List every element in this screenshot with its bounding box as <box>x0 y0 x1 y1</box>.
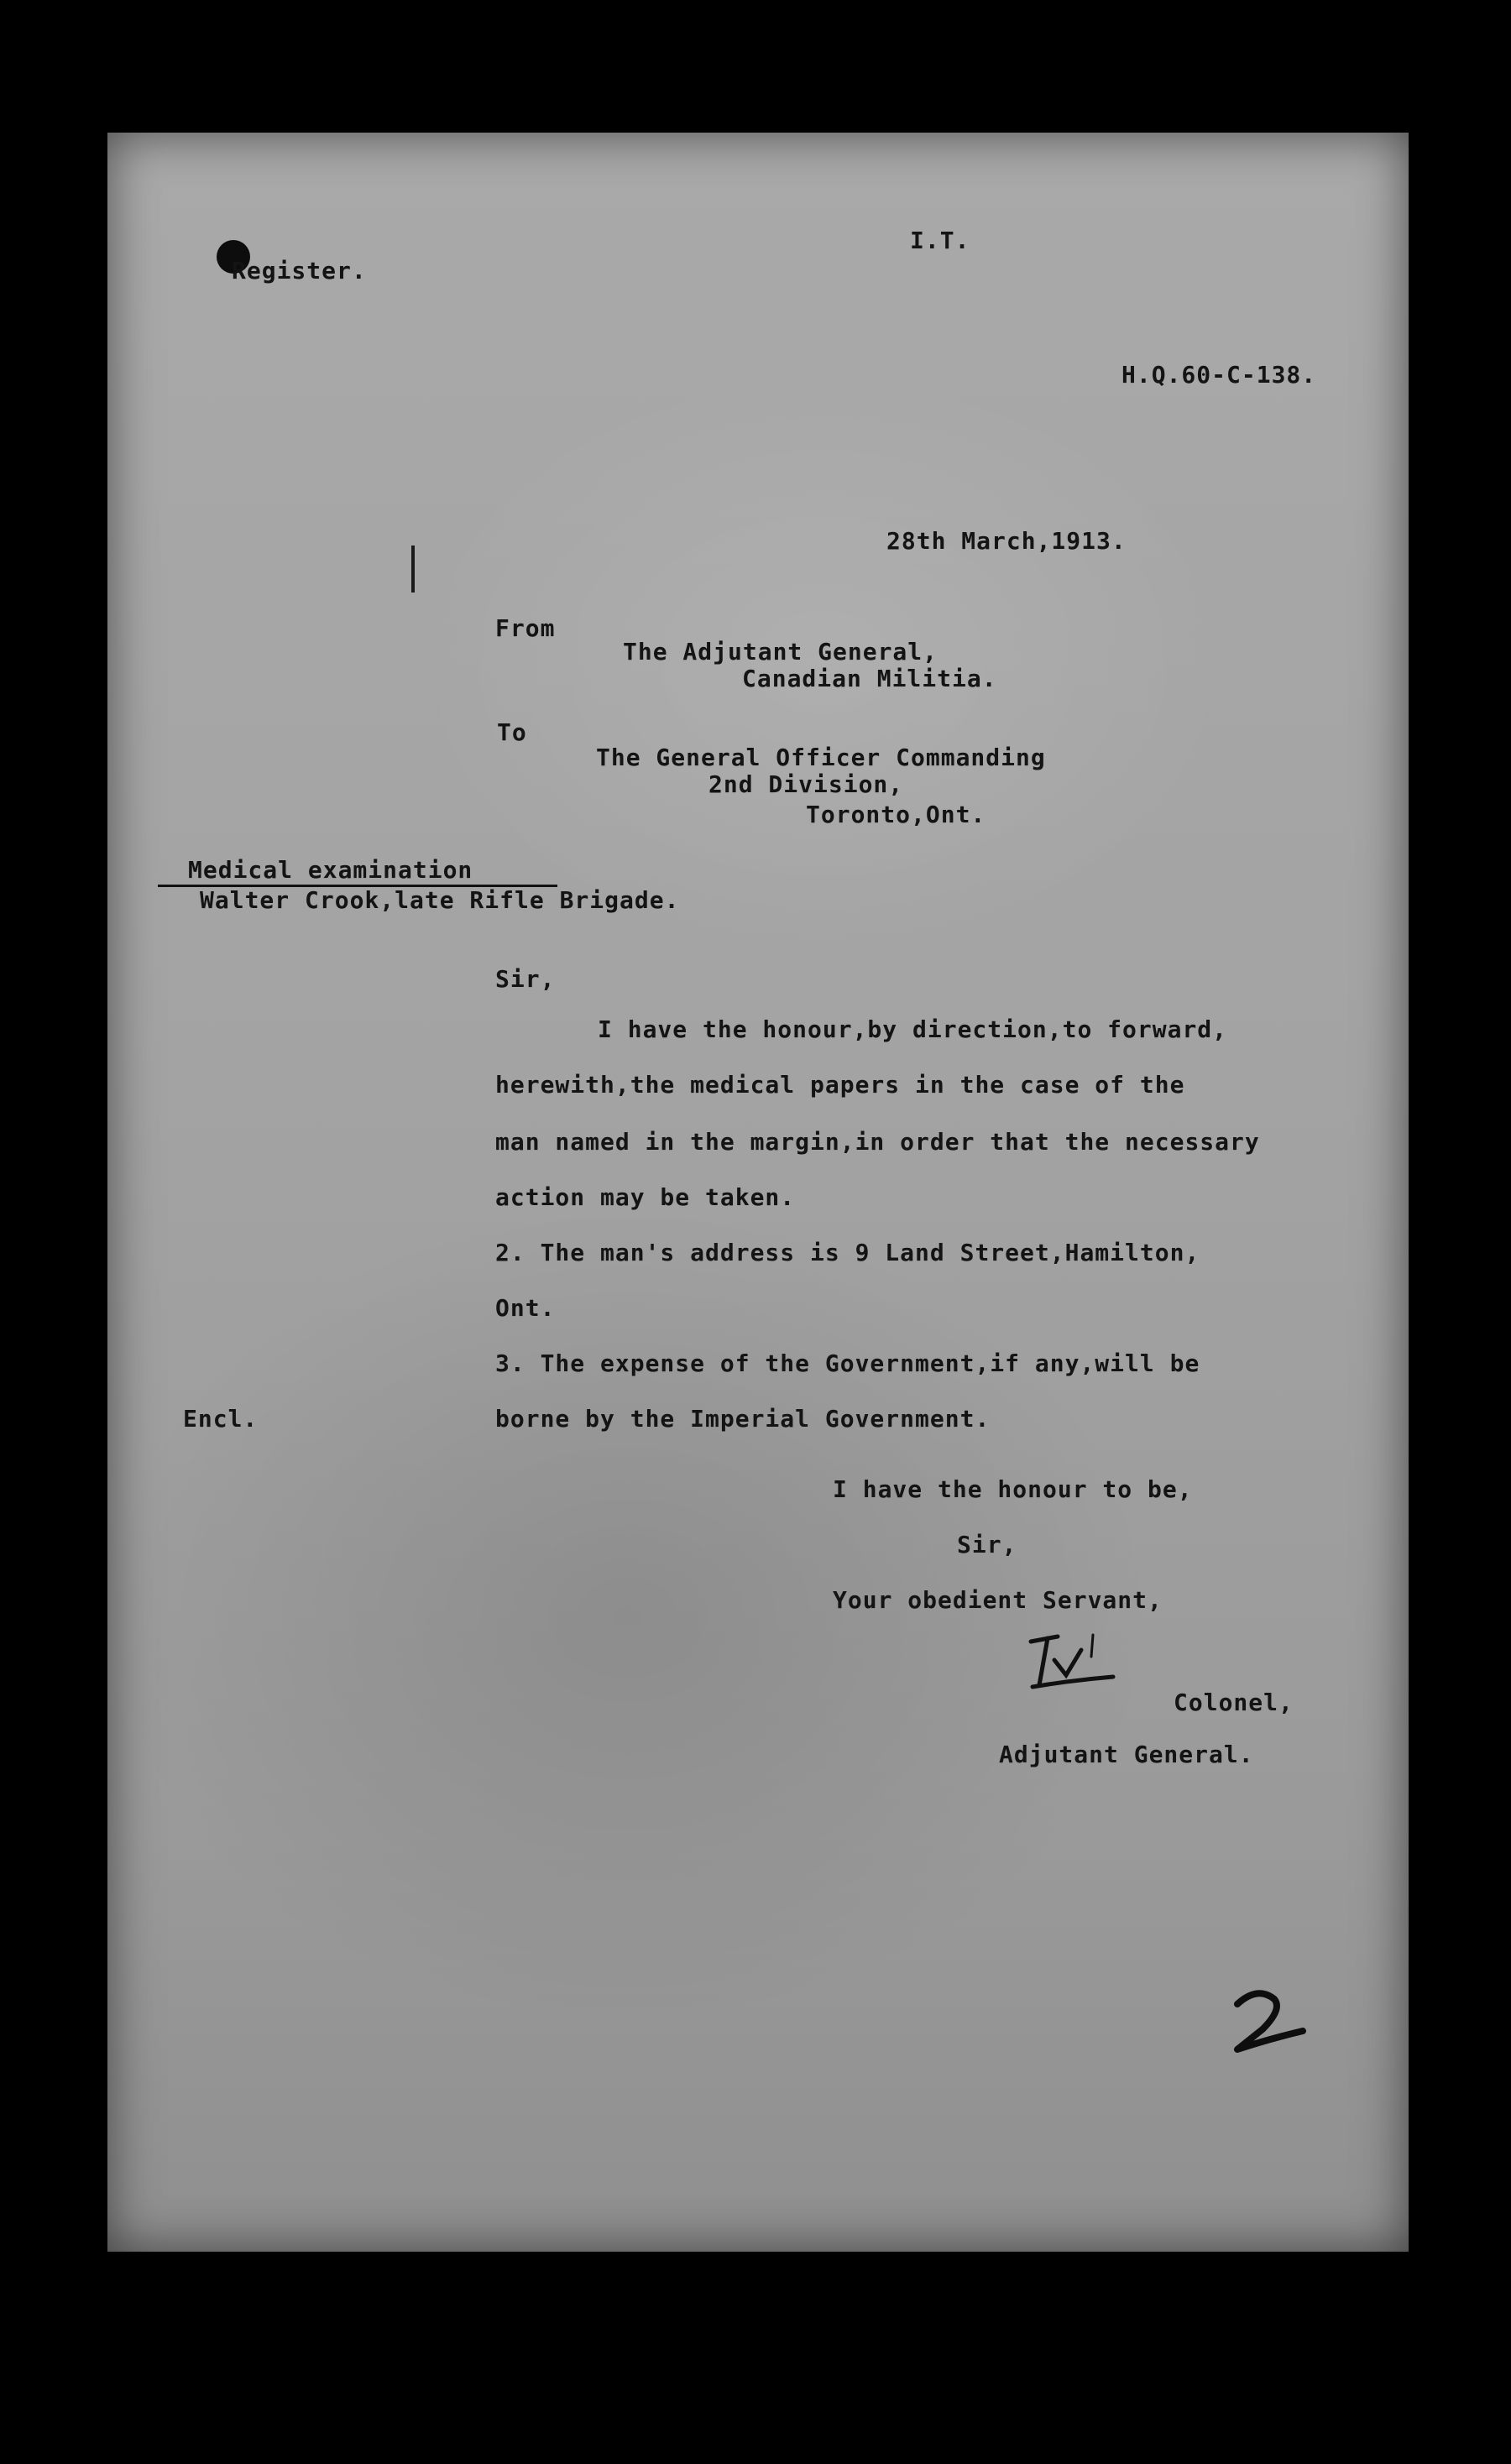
to-label: To <box>497 718 527 746</box>
closing-line-3: Your obedient Servant, <box>833 1586 1163 1614</box>
from-label: From <box>495 614 556 642</box>
body-line: man named in the margin,in order that the necessary <box>495 1128 1260 1156</box>
initials: I.T. <box>910 227 970 254</box>
body-line: 3. The expense of the Government,if any,will be <box>495 1349 1200 1377</box>
body-line: Ont. <box>495 1294 556 1322</box>
from-line-2: Canadian Militia. <box>742 665 997 692</box>
salutation: Sir, <box>495 965 556 993</box>
letter-date: 28th March,1913. <box>886 527 1127 555</box>
to-line-2: 2nd Division, <box>708 770 904 798</box>
register-label: Register. <box>232 257 367 285</box>
signature <box>1014 1626 1123 1702</box>
margin-mark <box>411 546 415 593</box>
enclosure-note: Encl. <box>183 1405 259 1433</box>
to-line-1: The General Officer Commanding <box>596 744 1046 771</box>
closing-line-1: I have the honour to be, <box>833 1475 1193 1503</box>
body-line: I have the honour,by direction,to forward, <box>598 1015 1228 1043</box>
document-page <box>107 133 1409 2252</box>
body-line: action may be taken. <box>495 1183 796 1211</box>
subject-line-2: Walter Crook,late Rifle Brigade. <box>200 886 680 914</box>
body-line: borne by the Imperial Government. <box>495 1405 991 1433</box>
signatory-rank: Colonel, <box>1174 1689 1294 1716</box>
body-line: herewith,the medical papers in the case of the <box>495 1071 1185 1099</box>
to-line-3: Toronto,Ont. <box>806 801 986 828</box>
closing-line-2: Sir, <box>957 1531 1017 1558</box>
signatory-title: Adjutant General. <box>999 1741 1254 1768</box>
folio-number <box>1221 1984 1313 2059</box>
from-line-1: The Adjutant General, <box>623 638 938 666</box>
body-line: 2. The man's address is 9 Land Street,Hamilton, <box>495 1239 1200 1266</box>
subject-line-1: Medical examination <box>188 856 473 884</box>
file-number: H.Q.60-C-138. <box>1121 361 1317 389</box>
